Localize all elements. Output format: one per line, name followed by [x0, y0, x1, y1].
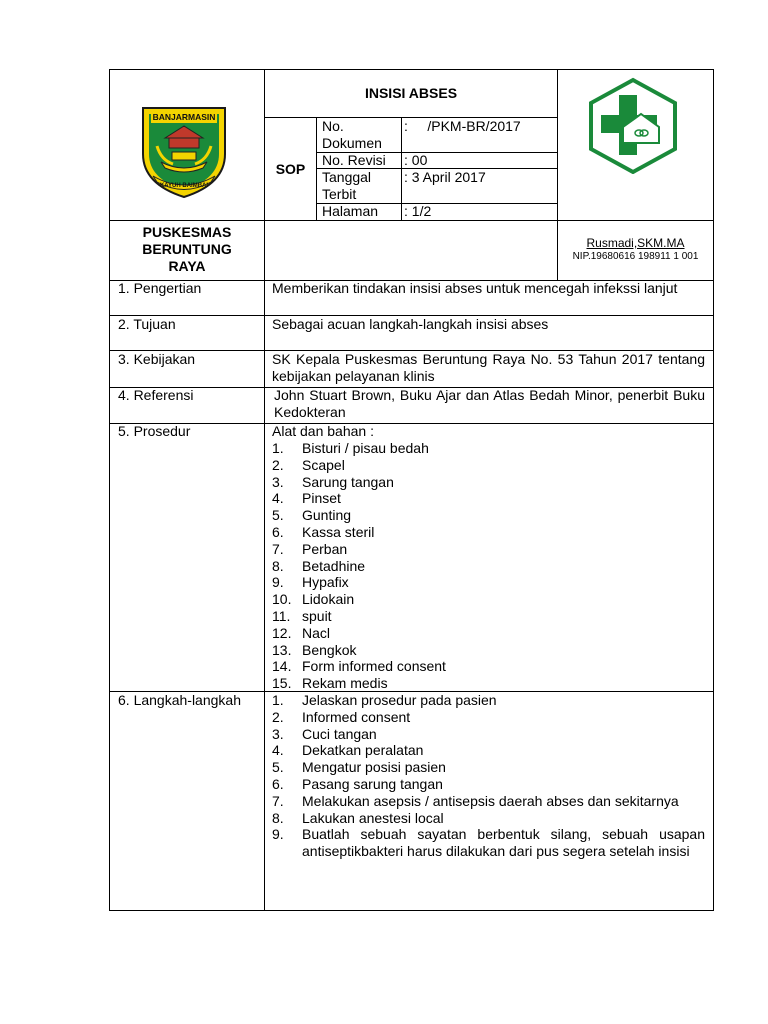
list-item: 3. Cuci tangan — [272, 725, 377, 742]
banjarmasin-logo — [139, 102, 229, 199]
section-label-kebijakan: 3. Kebijakan — [118, 351, 196, 367]
list-item: 2. Scapel — [272, 456, 345, 473]
list-item: 7. Perban — [272, 540, 348, 557]
section-label-prosedur: 5. Prosedur — [118, 423, 191, 439]
field-label-tanggal-terbit: Tanggal Terbit — [322, 169, 372, 202]
list-item: 1. Bisturi / pisau bedah — [272, 440, 429, 456]
list-item: 15. Rekam medis — [272, 675, 388, 692]
field-value-no-dokumen: : /PKM-BR/2017 — [404, 118, 521, 134]
list-item: 8. Lakukan anestesi local — [272, 809, 444, 826]
table-border — [109, 423, 714, 424]
logo-bottom-text: KAYUH BAIMBAI — [159, 183, 209, 189]
institution-name-line1: PUSKESMAS — [142, 224, 232, 240]
list-item: 13. Bengkok — [272, 641, 357, 658]
sop-label: SOP — [275, 161, 306, 177]
section-label-pengertian: 1. Pengertian — [118, 280, 202, 296]
list-item: 9. Buatlah sebuah sayatan berbentuk silang, sebuah usapan antiseptikbakteri harus dilakukan dari pus segera setelah insisi — [272, 826, 705, 860]
list-item: 11. spuit — [272, 607, 332, 624]
table-border — [264, 69, 265, 911]
prosedur-list — [272, 440, 705, 692]
field-value-no-revisi: : 00 — [404, 152, 428, 168]
section-label-tujuan: 2. Tujuan — [118, 316, 176, 332]
list-item: 7. Melakukan asepsis / antisepsis daerah abses dan sekitarnya — [272, 792, 679, 809]
section-text-pengertian: Memberikan tindakan insisi abses untuk mencegah infekssi lanjut — [272, 280, 678, 296]
institution-name-line2: BERUNTUNG — [142, 241, 232, 257]
list-item: 3. Sarung tangan — [272, 473, 394, 490]
table-border — [109, 69, 110, 911]
prosedur-intro: Alat dan bahan : — [272, 423, 374, 439]
section-label-langkah: 6. Langkah-langkah — [118, 692, 241, 708]
list-item: 12. Nacl — [272, 624, 331, 641]
table-border — [109, 220, 714, 221]
list-item: 5. Mengatur posisi pasien — [272, 759, 446, 776]
list-item: 4. Pinset — [272, 490, 341, 507]
list-item: 4. Dekatkan peralatan — [272, 742, 424, 759]
list-item: 6. Pasang sarung tangan — [272, 775, 443, 792]
list-item: 8. Betadhine — [272, 557, 366, 574]
field-value-tanggal-terbit: : 3 April 2017 — [404, 169, 486, 185]
table-border — [109, 910, 714, 911]
section-text-tujuan: Sebagai acuan langkah-langkah insisi abses — [272, 316, 549, 332]
field-value-halaman: : 1/2 — [404, 203, 432, 219]
section-text-referensi: John Stuart Brown, Buku Ajar dan Atlas Bedah Minor, penerbit Buku Kedokteran — [274, 387, 705, 420]
institution-name-line3: RAYA — [168, 258, 206, 274]
logo-top-text: BANJARMASIN — [152, 112, 216, 122]
document-title: INSISI ABSES — [364, 85, 458, 101]
signer-name: Rusmadi,SKM.MA — [586, 236, 685, 250]
field-label-halaman: Halaman — [322, 203, 379, 219]
list-item: 14. Form informed consent — [272, 658, 446, 675]
list-item: 1. Jelaskan prosedur pada pasien — [272, 692, 497, 708]
list-item: 2. Informed consent — [272, 708, 411, 725]
list-item: 10. Lidokain — [272, 591, 355, 608]
section-label-referensi: 4. Referensi — [118, 387, 194, 403]
langkah-list — [272, 692, 705, 860]
list-item: 5. Gunting — [272, 507, 352, 524]
section-text-kebijakan: SK Kepala Puskesmas Beruntung Raya No. 53 Tahun 2017 tentang kebijakan pelayanan klinis — [272, 351, 705, 384]
table-border — [557, 69, 558, 220]
table-border — [713, 69, 714, 911]
field-label-no-dokumen: No. Dokumen — [322, 118, 382, 151]
list-item: 6. Kassa steril — [272, 523, 375, 540]
signer-nip: NIP.19680616 198911 1 001 — [572, 251, 699, 262]
puskesmas-logo — [587, 77, 679, 174]
table-border — [109, 69, 714, 70]
list-item: 9. Hypafix — [272, 574, 349, 591]
field-label-no-revisi: No. Revisi — [322, 152, 386, 168]
